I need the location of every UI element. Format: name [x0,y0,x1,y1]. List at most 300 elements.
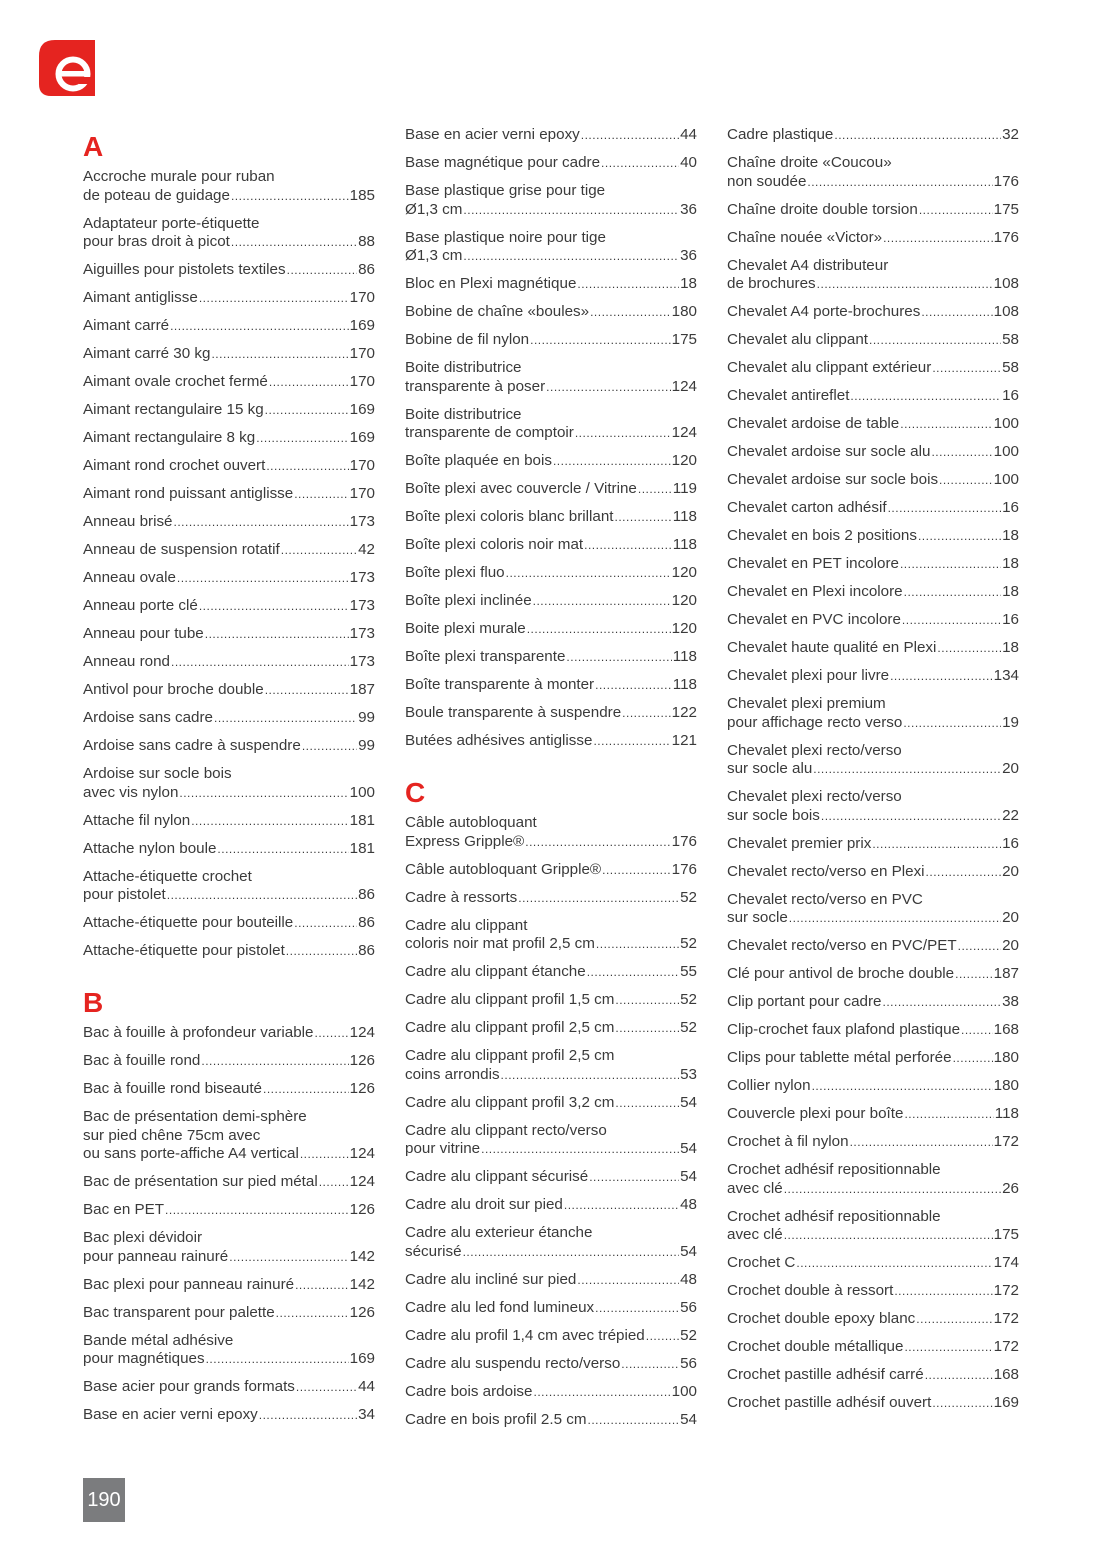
index-entry-page: 99 [358,709,375,726]
index-entry-text: Aimant antiglisse [83,289,198,306]
dot-leader [167,886,357,905]
index-entry-text: Base en acier verni epoxy [83,1406,258,1423]
index-entry [727,667,1019,686]
index-entry-text: Ardoise sans cadre [83,709,214,726]
index-entry-page: 32 [1002,126,1019,143]
index-entry-page: 16 [1002,611,1019,628]
index-entry [727,835,1019,854]
index-entry-page: 120 [671,564,697,581]
dot-leader [294,485,348,504]
index-entry [83,215,375,252]
index-entry-page: 20 [1002,862,1019,880]
index-entry-page: 100 [993,415,1019,432]
index-entry-text: Chevalet haute qualité en Plexi [727,639,937,656]
index-entry-text: ou sans porte-affiche A4 vertical [83,1145,299,1162]
index-entry [405,1094,697,1113]
dot-leader [869,331,1001,350]
index-entry-text: Chaîne nouée «Victor» [727,228,883,246]
index-entry [405,229,697,266]
index-entry-text: Clips pour tablette métal perforée [727,1049,952,1066]
index-entry-text: pour pistolet [83,886,166,903]
index-entry [405,648,697,667]
dot-leader [961,1021,993,1040]
index-entry [83,457,375,476]
index-entry-text: avec clé [727,1179,783,1197]
index-entry-text: Cadre alu clippant profil 3,2 cm [405,1093,615,1111]
index-entry [727,1310,1019,1329]
index-entry-page: 19 [1002,713,1019,731]
index-entry-page: 20 [1002,937,1019,954]
dot-leader [296,1378,357,1397]
index-entry [727,229,1019,248]
index-entry-text: Chevalet en Plexi incolore [727,583,903,600]
index-entry [727,993,1019,1012]
dot-leader [602,861,671,880]
index-entry-page: 126 [349,1080,375,1097]
index-entry-text: Antivol pour broche double [83,681,264,698]
index-entry [405,331,697,350]
index-entry-page: 58 [1002,359,1019,376]
index-entry-text: Ø1,3 cm [405,247,463,264]
index-entry-page: 169 [349,401,375,418]
index-entry-page: 118 [672,676,697,693]
section-letter-b: B [83,987,104,1018]
index-entry-text: Anneau rond [83,653,170,670]
dot-leader [595,1299,679,1318]
index-entry-text: Attache-étiquette pour pistolet [83,942,285,959]
index-entry-page: 121 [671,732,697,749]
dot-leader [165,1201,349,1220]
index-entry-page: 86 [358,886,375,903]
index-entry-page: 174 [993,1254,1019,1271]
index-entry [83,429,375,448]
dot-leader [932,1394,992,1413]
dot-leader [931,443,992,462]
dot-leader [888,499,1002,518]
index-entry [83,168,375,205]
index-entry-page: 26 [1002,1179,1019,1197]
dot-leader [937,639,1001,658]
dot-leader [300,1145,349,1164]
index-entry [727,201,1019,220]
index-entry-page: 187 [993,965,1019,982]
index-entry-text: Anneau ovale [83,569,176,586]
index-entry-page: 185 [349,186,375,204]
index-entry [727,555,1019,574]
index-entry-text: Bac plexi pour panneau rainuré [83,1275,295,1293]
index-entry-text: sécurisé [405,1242,462,1260]
dot-leader [463,1243,680,1262]
index-entry [405,508,697,527]
index-entry-page: 54 [680,1168,697,1185]
index-entry [405,704,697,723]
index-entry-text: Crochet double métallique [727,1338,904,1355]
index-entry-text: Cadre en bois profil 2.5 cm [405,1410,587,1428]
index-entry-text: Ø1,3 cm [405,200,463,218]
index-entry-text: Anneau de suspension rotatif [83,541,280,558]
index-entry [727,1021,1019,1040]
dot-leader [174,513,349,532]
index-entry-page: 48 [680,1196,697,1213]
index-entry-page: 55 [680,963,697,980]
index-entry-text: Chevalet carton adhésif [727,499,887,516]
dot-leader [926,863,1002,882]
index-entry-text: Anneau pour tube [83,625,204,642]
index-entry-page: 173 [349,597,375,614]
index-entry-page: 86 [358,914,375,931]
index-entry-text: Chevalet recto/verso en PVC/PET [727,937,957,954]
index-entry-text: Bobine de fil nylon [405,331,530,348]
index-entry-text: Aimant rond puissant antiglisse [83,485,294,502]
index-entry [405,1122,697,1159]
index-entry [405,991,697,1010]
index-entry-page: 122 [671,704,697,721]
dot-leader [850,387,1001,406]
index-entry-text: Cadre à ressorts [405,888,518,906]
index-entry [83,569,375,588]
dot-leader [179,784,348,803]
dot-leader [501,1066,680,1085]
index-entry-text: Boite plexi murale [405,620,526,637]
dot-leader [646,1327,679,1346]
index-entry-page: 100 [993,471,1019,488]
index-entry-text: Boite distributrice [405,359,522,376]
index-entry-text: Boîte plaquée en bois [405,452,552,469]
index-entry-page: 124 [671,424,697,441]
index-entry-text: Bobine de chaîne «boules» [405,303,590,320]
index-entry-page: 170 [349,457,375,474]
index-entry-text: Boîte transparente à monter [405,676,595,693]
dot-leader [546,378,671,397]
index-entry-page: 180 [993,1049,1019,1066]
index-entry-page: 36 [680,200,697,218]
index-entry-page: 169 [349,1350,375,1367]
dot-leader [199,289,349,308]
dot-leader [315,1024,349,1043]
index-entry-page: 88 [358,233,375,250]
index-entry-text: Bac plexi dévidoir [83,1229,203,1246]
index-entry-text: de brochures [727,275,816,292]
dot-leader [177,569,349,588]
index-entry-text: Base en acier verni epoxy [405,126,580,143]
dot-leader [302,737,357,756]
index-entry-page: 175 [993,1226,1019,1243]
index-entry-page: 181 [349,839,375,857]
dot-leader [171,653,349,672]
index-entry-page: 34 [358,1406,375,1423]
index-entry-page: 118 [672,648,697,665]
index-entry-text: Boite distributrice [405,405,522,423]
dot-leader [834,126,1001,145]
index-entry-page: 18 [1002,639,1019,656]
index-entry-page: 108 [993,275,1019,292]
dot-leader [615,508,672,527]
index-entry-text: Crochet à fil nylon [727,1133,849,1150]
dot-leader [566,648,671,667]
index-entry [83,485,375,504]
dot-leader [229,1248,348,1267]
dot-leader [902,611,1001,630]
index-entry-page: 176 [993,228,1019,246]
dot-leader [953,1049,993,1068]
dot-leader [319,1173,349,1192]
index-entry-page: 169 [349,317,375,334]
index-entry-text: non soudée [727,172,807,190]
dot-leader [615,1094,679,1113]
index-entry-page: 100 [993,443,1019,460]
index-entry-text: Base magnétique pour cadre [405,154,601,171]
index-entry [83,1108,375,1164]
index-entry-text: Attache nylon boule [83,839,217,857]
index-entry-text: Aimant ovale crochet fermé [83,373,268,390]
index-entry-page: 126 [349,1303,375,1321]
dot-leader [615,991,679,1010]
dot-leader [581,126,679,145]
index-entry-page: 187 [349,681,375,698]
index-entry [727,527,1019,546]
index-entry-text: Base plastique grise pour tige [405,182,606,199]
index-entry-text: Boîte plexi avec couvercle / Vitrine [405,480,637,497]
dot-leader [796,1254,992,1273]
index-entry-text: Câble autobloquant Gripple® [405,860,602,878]
index-entry [727,331,1019,350]
dot-leader [883,229,993,248]
index-entry [727,1338,1019,1357]
index-entry-page: 54 [680,1242,697,1260]
index-entry [727,126,1019,145]
index-entry-text: Clip-crochet faux plafond plastique [727,1021,961,1038]
index-entry-text: Boîte plexi inclinée [405,592,532,609]
index-entry [83,1304,375,1323]
index-entry-page: 170 [349,485,375,502]
index-entry-text: Crochet double à ressort [727,1282,894,1299]
index-entry [405,1047,697,1084]
index-entry-text: Câble autobloquant [405,814,537,831]
dot-leader [295,1276,349,1295]
index-entry [83,513,375,532]
index-entry-text: pour affichage recto verso [727,713,903,731]
index-entry-page: 54 [680,1140,697,1157]
index-entry-text: sur pied chêne 75cm avec [83,1126,261,1144]
dot-leader [921,303,992,322]
index-entry-text: Cadre alu clippant profil 1,5 cm [405,991,615,1008]
index-entry-page: 36 [680,247,697,264]
index-entry-page: 18 [1002,555,1019,572]
dot-leader [596,935,679,954]
index-entry [405,275,697,294]
index-entry [727,937,1019,956]
dot-leader [577,1271,679,1290]
section-letter-c: C [405,777,426,808]
index-entry-text: Chevalet premier prix [727,834,872,852]
dot-leader [530,331,671,350]
index-entry [83,840,375,859]
dot-leader [287,261,357,280]
dot-leader [958,937,1001,956]
index-entry-page: 108 [993,303,1019,320]
index-entry-page: 175 [993,200,1019,218]
index-entry-page: 168 [993,1021,1019,1038]
index-entry-page: 126 [349,1201,375,1218]
dot-leader [918,527,1001,546]
index-entry-page: 118 [994,1105,1019,1122]
index-entry [83,289,375,308]
dot-leader [872,835,1001,854]
index-entry [83,1332,375,1369]
index-entry [727,695,1019,732]
index-entry [405,676,697,695]
index-entry-page: 58 [1002,331,1019,348]
index-entry-text: transparente de comptoir [405,424,574,441]
index-entry [405,406,697,443]
dot-leader [955,965,993,984]
dot-leader [276,1304,349,1323]
index-entry [83,868,375,905]
index-entry-text: Cadre bois ardoise [405,1382,533,1400]
index-entry-text: Express Gripple® [405,832,525,850]
dot-leader [199,597,349,616]
page-number: 190 [83,1478,125,1522]
index-entry [83,765,375,802]
index-entry-text: coloris noir mat profil 2,5 cm [405,935,595,952]
index-entry-page: 170 [349,289,375,306]
index-entry-text: pour magnétiques [83,1350,205,1367]
dot-leader [916,1310,992,1329]
index-entry-text: Crochet pastille adhésif ouvert [727,1394,932,1411]
index-entry-text: Aimant rond crochet ouvert [83,457,266,474]
index-entry [83,401,375,420]
index-entry-text: Bac à fouille rond biseauté [83,1080,262,1097]
dot-leader [932,359,1001,378]
index-entry-text: sur socle alu [727,760,813,777]
index-entry-page: 170 [349,345,375,362]
index-entry-text: Boîte plexi fluo [405,564,505,581]
dot-leader [269,373,349,392]
index-entry-page: 42 [358,541,375,558]
index-entry [727,154,1019,191]
index-entry-text: Aimant carré [83,317,170,334]
index-entry [83,1276,375,1295]
index-entry-text: Cadre alu clippant sécurisé [405,1168,589,1185]
index-entry-text: Ardoise sur socle bois [83,765,232,782]
index-entry-page: 142 [349,1247,375,1265]
index-entry [405,1168,697,1187]
index-entry [405,126,697,145]
index-entry [83,1229,375,1266]
index-entry [727,1049,1019,1068]
dot-leader [211,345,348,364]
index-entry [83,653,375,672]
index-entry [405,861,697,880]
index-entry-text: coins arrondis [405,1065,500,1083]
index-entry [727,443,1019,462]
index-entry-text: Chevalet recto/verso en Plexi [727,862,925,880]
index-entry [405,1411,697,1430]
dot-leader [904,1105,993,1124]
index-entry-text: Cadre alu clippant étanche [405,963,586,980]
dot-leader [170,317,349,336]
index-entry-page: 56 [680,1354,697,1372]
index-entry-text: Chevalet A4 porte-brochures [727,303,921,320]
index-entry [727,1366,1019,1385]
index-entry-page: 180 [671,303,697,320]
dot-leader [789,909,1001,928]
index-entry [405,732,697,751]
index-entry-text: Chevalet en bois 2 positions [727,527,917,544]
index-entry-text: Clip portant pour cadre [727,993,882,1010]
index-entry [727,788,1019,825]
index-entry [405,1196,697,1215]
index-entry-text: Base acier pour grands formats [83,1378,295,1395]
index-entry [727,471,1019,490]
dot-leader [259,1406,357,1425]
dot-leader [265,681,349,700]
index-entry [727,583,1019,602]
index-entry-text: Chaîne droite double torsion [727,200,918,218]
index-entry-page: 86 [358,942,375,959]
dot-leader [894,1282,992,1301]
index-entry-text: Chevalet alu clippant extérieur [727,359,932,376]
index-column-2 [405,126,697,1439]
dot-leader [206,1350,349,1369]
index-entry [83,812,375,831]
index-entry [405,620,697,639]
index-entry-text: Chevalet ardoise sur socle alu [727,443,931,460]
dot-leader [205,625,349,644]
index-entry [405,1271,697,1290]
index-entry-text: Clé pour antivol de broche double [727,965,955,982]
dot-leader [584,536,672,555]
index-entry-text: Bac à fouille rond [83,1052,201,1069]
index-entry [727,1077,1019,1096]
index-entry-text: Bloc en Plexi magnétique [405,275,577,292]
index-entry-page: 126 [349,1052,375,1069]
index-entry-text: Bac de présentation demi-sphère [83,1108,307,1125]
index-entry [405,182,697,219]
index-entry [83,541,375,560]
index-entry-page: 119 [672,480,697,497]
dot-leader [201,1052,348,1071]
index-entry-page: 18 [680,275,697,292]
dot-leader [812,1077,993,1096]
index-entry-page: 48 [680,1270,697,1288]
index-entry-page: 172 [993,1310,1019,1327]
index-entry [727,965,1019,984]
index-entry [83,1378,375,1397]
index-entry-page: 172 [993,1133,1019,1150]
index-entry-page: 172 [993,1282,1019,1299]
index-entry-text: Chevalet recto/verso en PVC [727,890,923,908]
index-entry-text: Chevalet plexi recto/verso [727,741,902,759]
index-entry [727,1282,1019,1301]
index-entry-text: Bac de présentation sur pied métal [83,1173,318,1190]
index-entry-text: Chevalet ardoise sur socle bois [727,471,939,488]
index-entry-page: 100 [671,1382,697,1400]
index-entry-text: Chaîne droite «Coucou» [727,154,892,171]
index-entry-text: Aiguilles pour pistolets textiles [83,261,286,278]
index-entry-page: 176 [671,832,697,850]
index-entry-text: Adaptateur porte-étiquette [83,214,260,232]
index-entry-page: 120 [671,452,697,469]
dot-leader [575,424,671,443]
index-entry-text: transparente à poser [405,377,546,395]
dot-leader [588,1411,680,1430]
index-entry [405,1355,697,1374]
index-entry-text: pour panneau rainuré [83,1247,229,1265]
index-entry-text: Boîte plexi coloris blanc brillant [405,508,614,525]
dot-leader [904,583,1001,602]
index-entry-text: pour vitrine [405,1140,481,1157]
